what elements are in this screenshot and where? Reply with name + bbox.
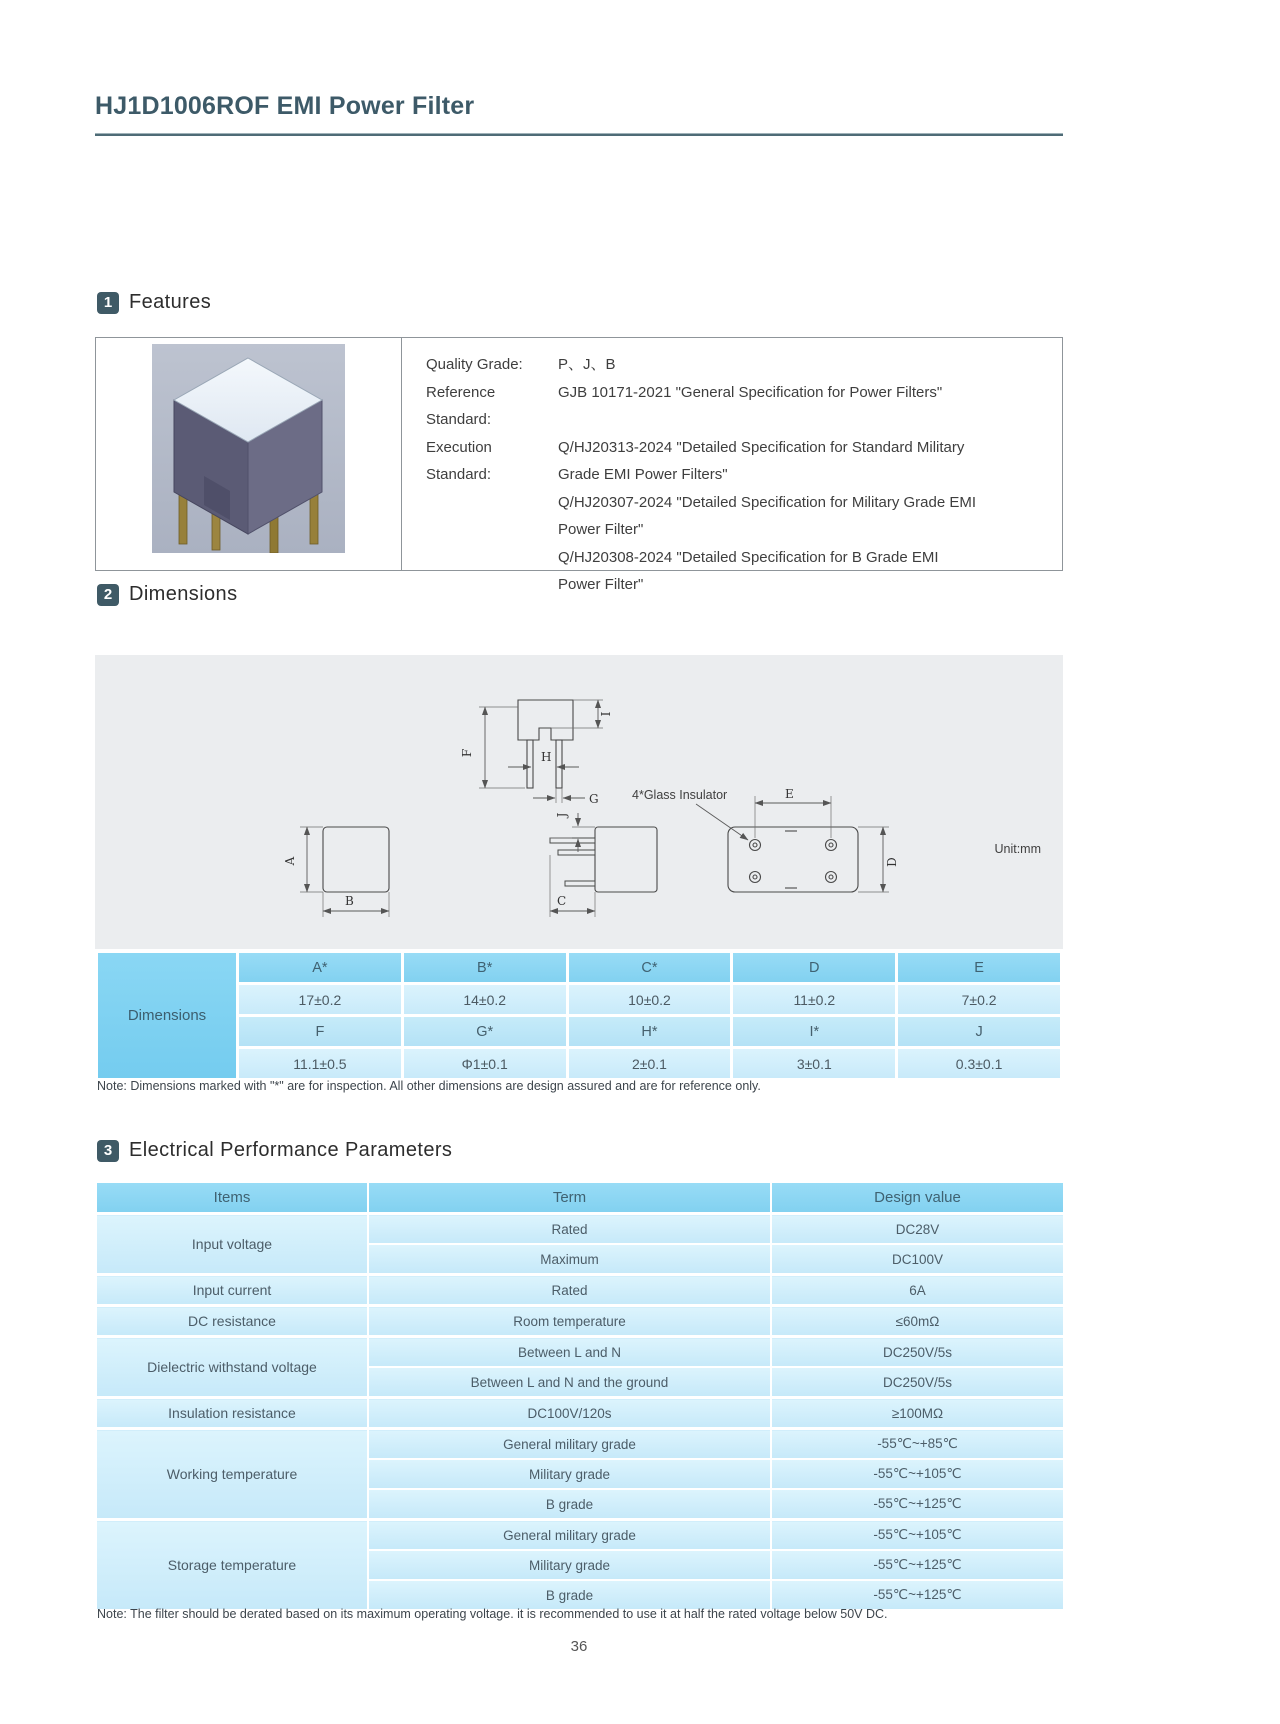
section-number-badge: 1 [97, 292, 119, 314]
elec-design-value-cell: ≥100MΩ [771, 1398, 1064, 1429]
dim-label-j: J [555, 812, 569, 818]
elec-term-cell: Between L and N [368, 1337, 771, 1368]
execution-standard-line: Q/HJ20308-2024 "Detailed Specification for B Grade EMI [558, 548, 939, 566]
dim-label-e: E [785, 787, 794, 801]
elec-term-cell: Between L and N and the ground [368, 1367, 771, 1398]
dims-value-cell: 2±0.1 [569, 1049, 731, 1078]
dims-value-cell: 0.3±0.1 [898, 1049, 1060, 1078]
dimensions-table [95, 950, 1063, 1081]
dims-value-cell: 17±0.2 [239, 985, 401, 1014]
elec-table-row [96, 1337, 1064, 1368]
elec-term-cell: Rated [368, 1214, 771, 1245]
dims-table-row [98, 985, 1060, 1014]
execution-standard-line: Q/HJ20313-2024 "Detailed Specification for Standard Military [558, 438, 965, 456]
elec-item-cell: Working temperature [96, 1429, 368, 1520]
dims-subheader-cell: J [898, 1017, 1060, 1046]
elec-item-cell: Dielectric withstand voltage [96, 1337, 368, 1398]
elec-design-value-cell: -55℃~+125℃ [771, 1580, 1064, 1610]
elec-design-value-cell: -55℃~+105℃ [771, 1520, 1064, 1551]
title-rule [95, 133, 1063, 136]
section-number-badge: 3 [97, 1140, 119, 1162]
elec-item-cell: DC resistance [96, 1306, 368, 1337]
section-title: Features [129, 291, 212, 313]
dim-label-b: B [345, 894, 354, 908]
page-number: 36 [570, 1638, 588, 1655]
elec-term-cell: Room temperature [368, 1306, 771, 1337]
elec-table-row [96, 1520, 1064, 1551]
dim-label-h: H [541, 750, 552, 764]
quality-grade-label: Quality Grade: [426, 356, 523, 373]
dim-label-a: A [283, 856, 297, 866]
reference-standard-label: Reference Standard: [426, 383, 496, 428]
dimension-drawing [95, 655, 1063, 949]
dims-value-cell: 11±0.2 [733, 985, 895, 1014]
elec-table-row [96, 1398, 1064, 1429]
elec-design-value-cell: 6A [771, 1275, 1064, 1306]
execution-standard-line: Power Filter" [558, 576, 644, 593]
product-3d-render [152, 344, 345, 553]
product-image [152, 344, 345, 553]
elec-table-row [96, 1429, 1064, 1460]
glass-insulator-label: 4*Glass Insulator [632, 788, 728, 802]
dimensions-section-header [97, 583, 237, 606]
dims-header-cell: D [733, 953, 895, 982]
elec-item-cell: Storage temperature [96, 1520, 368, 1611]
dims-subheader-cell: H* [569, 1017, 731, 1046]
elec-term-cell: DC100V/120s [368, 1398, 771, 1429]
reference-standard-value: GJB 10171-2021 "General Specification for Power Filters" [558, 383, 943, 401]
dim-label-i: I [599, 711, 613, 717]
dims-value-cell: 3±0.1 [733, 1049, 895, 1078]
unit-label: Unit:mm [994, 842, 1041, 856]
elec-term-cell: General military grade [368, 1429, 771, 1460]
dim-label-c: C [557, 894, 567, 908]
dims-header-cell: E [898, 953, 1060, 982]
dims-header-cell: A* [239, 953, 401, 982]
electrical-section-header [97, 1139, 452, 1162]
elec-item-cell: Input current [96, 1275, 368, 1306]
dims-table-row [98, 953, 1060, 982]
dims-table-row [98, 1017, 1060, 1046]
elec-header-items: Items [96, 1182, 368, 1214]
section-title: Electrical Performance Parameters [129, 1139, 453, 1161]
dims-value-cell: 10±0.2 [569, 985, 731, 1014]
elec-term-cell: Military grade [368, 1550, 771, 1580]
execution-standard-line: Grade EMI Power Filters" [558, 466, 728, 483]
dimensions-note: Note: Dimensions marked with "*" are for inspection. All other dimensions are design assured and are for reference only. [97, 1079, 761, 1093]
elec-design-value-cell: DC100V [771, 1244, 1064, 1275]
elec-header-term: Term [368, 1182, 771, 1214]
features-text [426, 351, 1023, 599]
elec-term-cell: Rated [368, 1275, 771, 1306]
elec-table-row [96, 1306, 1064, 1337]
elec-table-row [96, 1214, 1064, 1245]
elec-term-cell: Military grade [368, 1459, 771, 1489]
features-box [95, 337, 1063, 593]
execution-standard-line: Q/HJ20307-2024 "Detailed Specification for Military Grade EMI [558, 493, 977, 511]
dims-row-label: Dimensions [98, 953, 236, 1078]
quality-grade-row [426, 351, 1023, 379]
dims-value-cell: 7±0.2 [898, 985, 1060, 1014]
elec-design-value-cell: -55℃~+125℃ [771, 1550, 1064, 1580]
execution-standard-values [558, 434, 1023, 599]
reference-standard-row [426, 379, 1023, 434]
elec-design-value-cell: -55℃~+105℃ [771, 1459, 1064, 1489]
dim-label-f: F [460, 748, 474, 758]
execution-standard-line: Power Filter" [558, 521, 644, 538]
elec-header-design-value: Design value [771, 1182, 1064, 1214]
dims-subheader-cell: F [239, 1017, 401, 1046]
elec-design-value-cell: -55℃~+85℃ [771, 1429, 1064, 1460]
elec-table-row [96, 1275, 1064, 1306]
dims-subheader-cell: I* [733, 1017, 895, 1046]
dims-value-cell: 11.1±0.5 [239, 1049, 401, 1078]
features-section-header [97, 291, 211, 314]
quality-grade-value: P、J、B [558, 356, 616, 373]
elec-design-value-cell: DC28V [771, 1214, 1064, 1245]
dim-label-d: D [885, 857, 899, 867]
elec-design-value-cell: DC250V/5s [771, 1367, 1064, 1398]
execution-standard-label: Execution Standard: [426, 438, 492, 483]
dims-header-cell: B* [404, 953, 566, 982]
elec-item-cell: Insulation resistance [96, 1398, 368, 1429]
elec-design-value-cell: ≤60mΩ [771, 1306, 1064, 1337]
section-number-badge: 2 [97, 584, 119, 606]
features-divider [401, 338, 402, 570]
elec-term-cell: General military grade [368, 1520, 771, 1551]
elec-item-cell: Input voltage [96, 1214, 368, 1275]
dims-value-cell: 14±0.2 [404, 985, 566, 1014]
section-title: Dimensions [129, 583, 238, 605]
dim-label-g: G [589, 792, 599, 806]
electrical-note: Note: The filter should be derated based on its maximum operating voltage. it is recommended to use it at half the rated voltage below 50V DC. [97, 1607, 888, 1621]
elec-term-cell: B grade [368, 1580, 771, 1610]
page-title: HJ1D1006ROF EMI Power Filter [95, 92, 475, 120]
dims-value-cell: Φ1±0.1 [404, 1049, 566, 1078]
dimension-drawing-area [95, 655, 1063, 949]
dims-header-cell: C* [569, 953, 731, 982]
elec-term-cell: B grade [368, 1489, 771, 1520]
elec-term-cell: Maximum [368, 1244, 771, 1275]
elec-design-value-cell: -55℃~+125℃ [771, 1489, 1064, 1520]
dims-table-row [98, 1049, 1060, 1078]
execution-standard-row [426, 434, 1023, 599]
elec-design-value-cell: DC250V/5s [771, 1337, 1064, 1368]
electrical-table [95, 1181, 1065, 1611]
dims-subheader-cell: G* [404, 1017, 566, 1046]
